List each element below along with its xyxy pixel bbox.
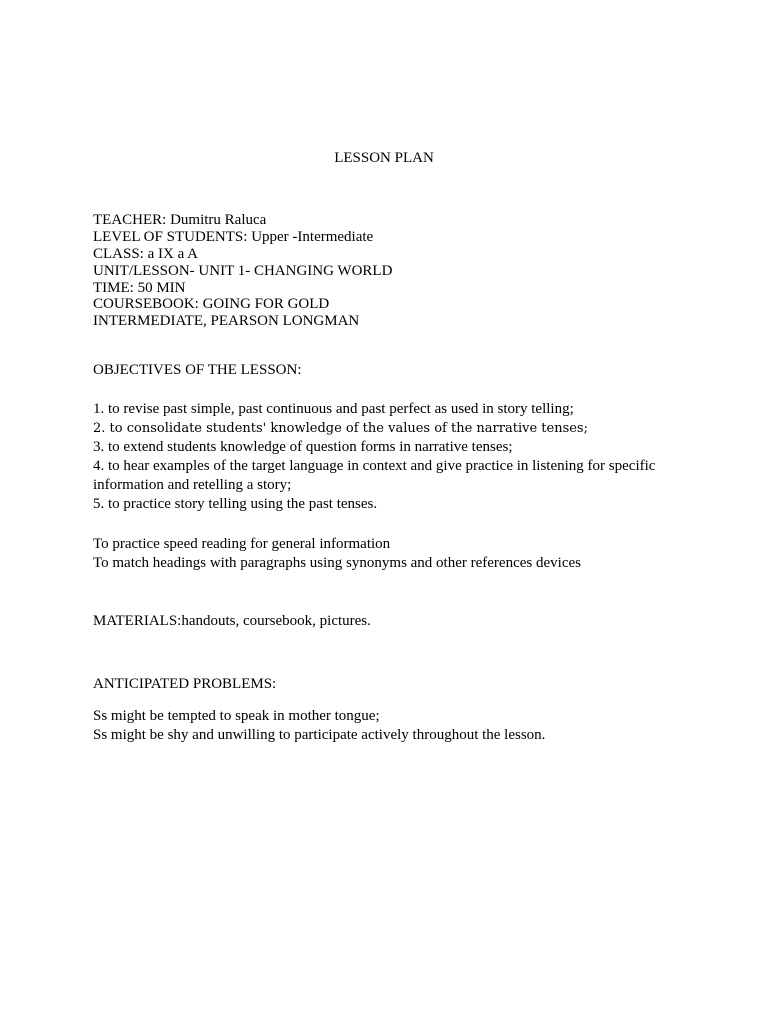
problems-heading: ANTICIPATED PROBLEMS: — [93, 676, 277, 692]
problem-1: Ss might be tempted to speak in mother tongue; — [93, 708, 380, 724]
info-unit: UNIT/LESSON- UNIT 1- CHANGING WORLD — [93, 263, 393, 279]
info-publisher: INTERMEDIATE, PEARSON LONGMAN — [93, 313, 360, 329]
info-teacher: TEACHER: Dumitru Raluca — [93, 212, 267, 228]
materials: MATERIALS:handouts, coursebook, pictures. — [93, 613, 371, 629]
extra-objective-reading: To practice speed reading for general information — [93, 536, 391, 552]
objective-4-continued: information and retelling a story; — [93, 477, 292, 493]
objective-1: 1. to revise past simple, past continuous and past perfect as used in story telling; — [93, 401, 574, 417]
info-coursebook: COURSEBOOK: GOING FOR GOLD — [93, 296, 330, 312]
objective-3: 3. to extend students knowledge of question forms in narrative tenses; — [93, 439, 513, 455]
objective-5: 5. to practice story telling using the past tenses. — [93, 496, 378, 512]
problem-2: Ss might be shy and unwilling to participate actively throughout the lesson. — [93, 727, 546, 743]
objective-4: 4. to hear examples of the target language in context and give practice in listening for specific — [93, 458, 656, 474]
objective-2: 2. to consolidate students' knowledge of the values of the narrative tenses; — [93, 421, 588, 436]
extra-objective-matching: To match headings with paragraphs using synonyms and other references devices — [93, 555, 581, 571]
info-class: CLASS: a IX a A — [93, 246, 198, 262]
objectives-heading: OBJECTIVES OF THE LESSON: — [93, 362, 302, 378]
info-level: LEVEL OF STUDENTS: Upper -Intermediate — [93, 229, 374, 245]
page-title: LESSON PLAN — [334, 150, 434, 166]
info-time: TIME: 50 MIN — [93, 280, 186, 296]
